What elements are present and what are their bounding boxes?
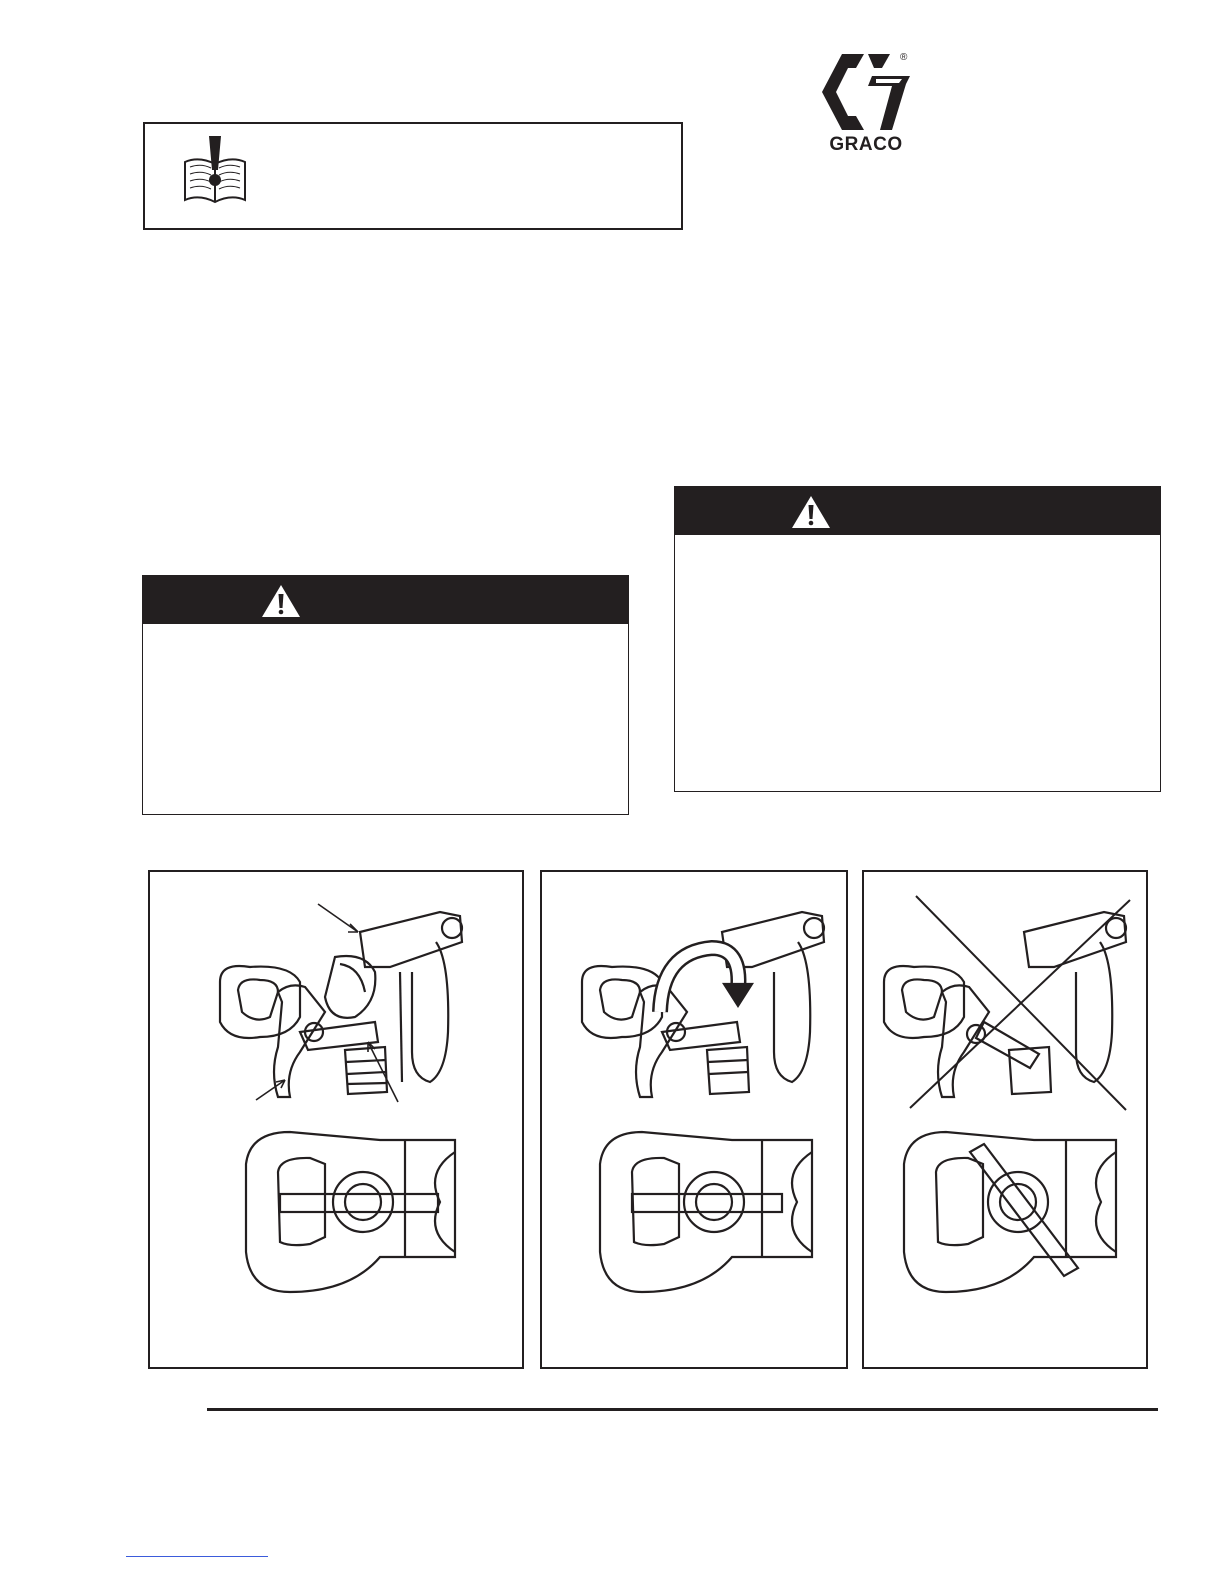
graco-logo bbox=[820, 48, 920, 160]
footer-rule bbox=[207, 1408, 1158, 1411]
warning-triangle-icon bbox=[261, 584, 301, 618]
figure-panel-2 bbox=[540, 870, 848, 1369]
warning-box-right bbox=[674, 486, 1161, 792]
figure-panel-3 bbox=[862, 870, 1148, 1369]
spray-gun-illustration bbox=[864, 872, 1150, 1371]
warning-triangle-icon bbox=[791, 495, 831, 529]
figure-panel-1 bbox=[148, 870, 524, 1369]
rotate-arrow-icon bbox=[724, 984, 752, 1006]
x-cross-icon bbox=[910, 896, 1130, 1110]
spray-gun-illustration bbox=[542, 872, 850, 1371]
read-manual-icon bbox=[181, 134, 249, 206]
warning-header-bar bbox=[143, 576, 628, 624]
graco-mark-icon bbox=[822, 54, 910, 130]
spray-gun-illustration bbox=[150, 872, 526, 1371]
registered-mark: ® bbox=[900, 52, 908, 63]
warning-header-bar bbox=[675, 487, 1160, 535]
read-instructions-box bbox=[143, 122, 683, 230]
warning-box-left bbox=[142, 575, 629, 815]
footer-link-underline[interactable] bbox=[126, 1556, 268, 1557]
brand-name: GRACO bbox=[829, 134, 903, 155]
